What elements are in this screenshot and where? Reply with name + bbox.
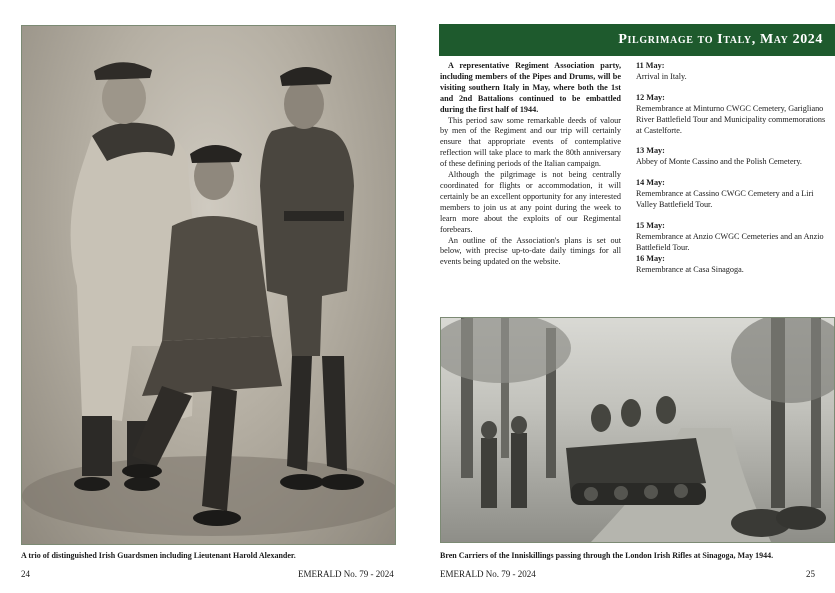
itinerary-date: 11 May:	[636, 61, 665, 70]
itinerary-description: Abbey of Monte Cassino and the Polish Cemetery.	[636, 157, 802, 167]
itinerary-list	[636, 61, 828, 276]
article-body	[440, 61, 621, 268]
photo-caption: Bren Carriers of the Inniskillings passing through the London Irish Rifles at Sinagoga, May 1944.	[440, 551, 774, 560]
itinerary-description: Remembrance at Anzio CWGC Cemeteries and an Anzio Battlefield Tour.	[636, 231, 824, 252]
itinerary-item	[636, 61, 828, 83]
body-paragraph: Although the pilgrimage is not being centrally coordinated for flights or accommodation, it will certainly be an excellent opportunity for any interested members to join us at any point during the week to learn more about the exploits of our Regimental forebears.	[440, 170, 621, 234]
itinerary-item	[636, 254, 828, 276]
itinerary-item	[636, 146, 828, 168]
guardsmen-photo	[21, 25, 396, 545]
lead-paragraph: A representative Regiment Association party, including members of the Pipes and Drums, will be visiting southern Italy in May, where both the 1st and 2nd Battalions continued to be embattled during the first half of 1944.	[440, 61, 621, 114]
running-footer: EMERALD No. 79 - 2024	[440, 569, 536, 579]
itinerary-description: Arrival in Italy.	[636, 71, 687, 81]
bren-carriers-photo	[440, 317, 835, 543]
article-title: Pilgrimage to Italy, May 2024	[618, 32, 823, 47]
itinerary-date: 13 May:	[636, 146, 665, 156]
itinerary-item	[636, 221, 828, 254]
itinerary-item	[636, 93, 828, 137]
page-number: 24	[21, 569, 30, 579]
body-paragraph: This period saw some remarkable deeds of valour by men of the Regiment and our trip will certainly ensure that appropriate events of contemplative reflection will take place to mark the 80th anniversary of these defining periods of the Italian campaign.	[440, 115, 621, 169]
title-banner	[439, 24, 835, 56]
itinerary-item	[636, 178, 828, 211]
right-page	[418, 0, 835, 593]
photo-caption: A trio of distinguished Irish Guardsmen including Lieutenant Harold Alexander.	[21, 551, 296, 560]
itinerary-date: 16 May:	[636, 253, 665, 263]
itinerary-date: 15 May:	[636, 220, 665, 230]
body-paragraph: An outline of the Association's plans is set out below, with precise up-to-date daily timings for all events being updated on the website.	[440, 235, 621, 267]
itinerary-description: Remembrance at Minturno CWGC Cemetery, Garigliano River Battlefield Tour and Municipality commemorations at Castelforte.	[636, 103, 826, 135]
itinerary-date: 14 May:	[636, 178, 665, 188]
itinerary-description: Remembrance at Casa Sinagoga.	[636, 264, 744, 274]
itinerary-description: Remembrance at Cassino CWGC Cemetery and a Liri Valley Battlefield Tour.	[636, 189, 814, 210]
running-footer: EMERALD No. 79 - 2024	[298, 569, 394, 579]
page-number: 25	[806, 569, 815, 579]
itinerary-date: 12 May:	[636, 92, 665, 102]
